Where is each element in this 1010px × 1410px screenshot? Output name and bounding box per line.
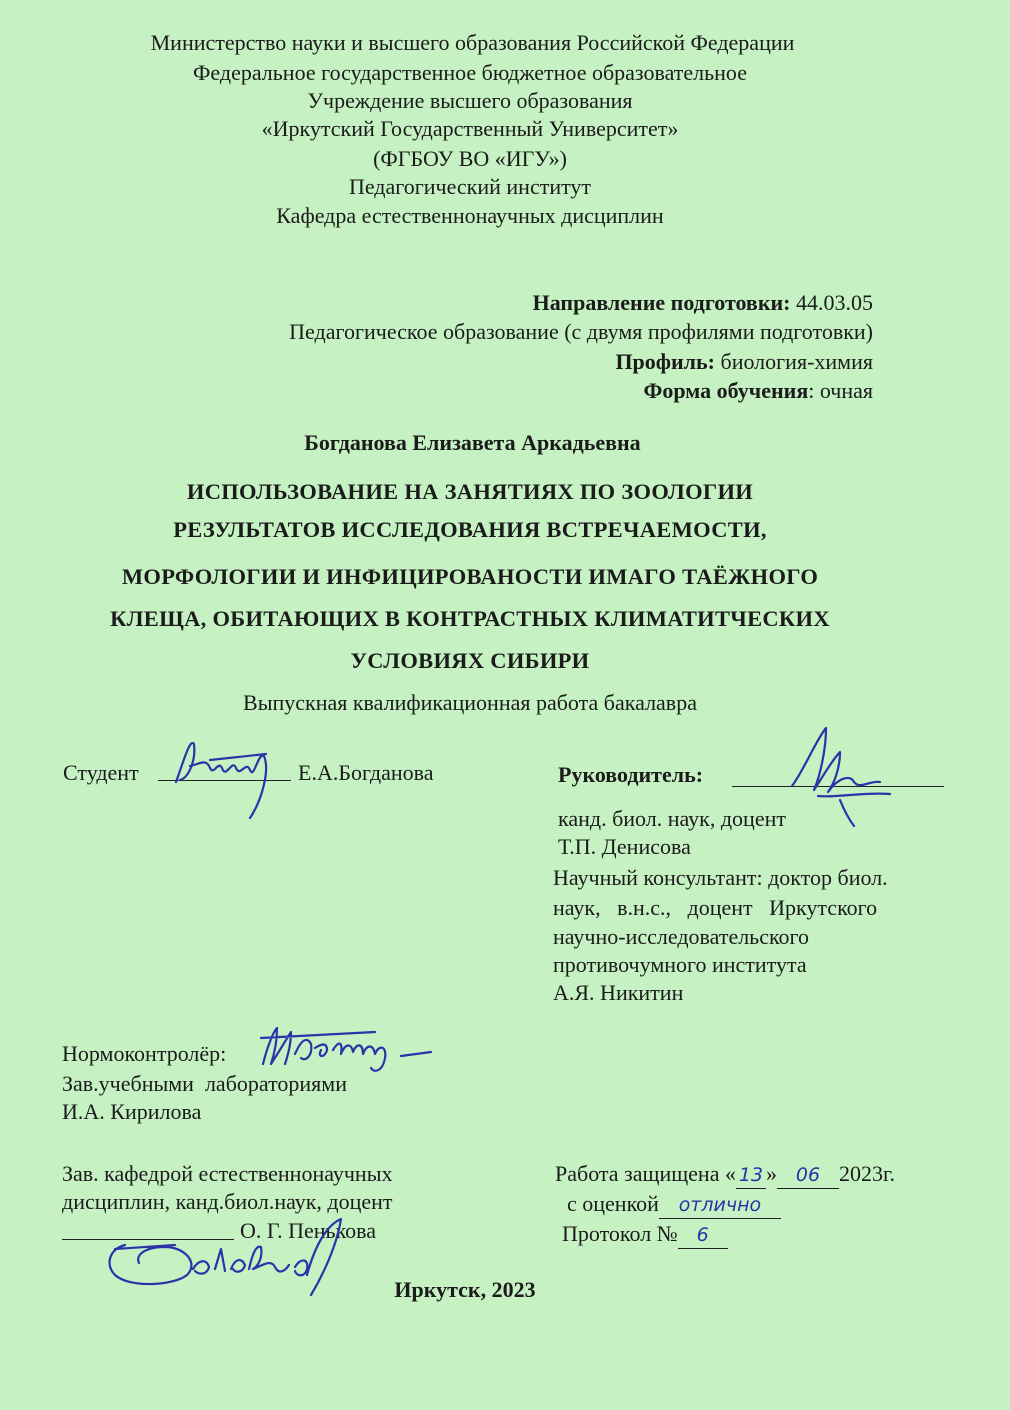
protocol-label: Протокол №	[562, 1221, 678, 1246]
title-line-5: УСЛОВИЯХ СИБИРИ	[350, 648, 590, 673]
supervisor-line-3: Научный консультант: доктор биол.	[553, 865, 888, 890]
direction-label: Направление подготовки:	[532, 290, 791, 315]
footer-city-year: Иркутск, 2023	[394, 1277, 536, 1302]
title-line-2: РЕЗУЛЬТАТОВ ИССЛЕДОВАНИЯ ВСТРЕЧАЕМОСТИ,	[173, 517, 767, 542]
form-label: Форма обучения	[643, 378, 809, 403]
grade-value: отлично	[678, 1194, 762, 1216]
header-line-4: «Иркутский Государственный Университет»	[261, 116, 679, 141]
direction-value: 44.03.05	[790, 290, 873, 315]
normcontrol-signature	[255, 1018, 455, 1078]
author-name: Богданова Елизавета Аркадьевна	[304, 430, 641, 455]
supervisor-line-4: наук, в.н.с., доцент Иркутского	[553, 895, 878, 920]
protocol-value: 6	[696, 1224, 709, 1246]
supervisor-line-6: противочумного института	[553, 952, 807, 977]
defense-day-field	[736, 1161, 766, 1189]
grade-label: с оценкой	[567, 1191, 659, 1216]
header-line-5: (ФГБОУ ВО «ИГУ»)	[373, 146, 567, 171]
form-line	[644, 378, 874, 404]
title-line-3: МОРФОЛОГИИ И ИНФИЦИРОВАНОСТИ ИМАГО ТАЁЖНОГО	[121, 564, 819, 589]
defense-year: 2023г.	[838, 1161, 896, 1186]
protocol-field	[678, 1221, 728, 1249]
defense-mid: »	[765, 1161, 777, 1186]
title-line-4: КЛЕЩА, ОБИТАЮЩИХ В КОНТРАСТНЫХ КЛИМАТИТЧЕСКИХ	[110, 606, 830, 631]
profile-value: биология-химия	[715, 349, 873, 374]
direction-line	[533, 290, 873, 316]
work-type: Выпускная квалификационная работа бакалавра	[243, 690, 697, 715]
grade-field	[659, 1191, 781, 1219]
defense-line	[555, 1161, 895, 1189]
supervisor-line-7: А.Я. Никитин	[553, 980, 684, 1005]
form-value: : очная	[808, 378, 873, 403]
header-line-6: Педагогический институт	[348, 174, 592, 199]
header-line-7: Кафедра естественнонаучных дисциплин	[276, 203, 664, 228]
defense-month-field	[777, 1161, 839, 1189]
student-signature	[170, 730, 300, 825]
defense-prefix: Работа защищена «	[555, 1161, 736, 1186]
head-name: О. Г. Пенькова	[240, 1218, 377, 1243]
normcontrol-line-1: Зав.учебными лабораториями	[62, 1071, 347, 1096]
direction-name: Педагогическое образование (с двумя профилями подготовки)	[289, 319, 873, 344]
header-line-1: Министерство науки и высшего образования Российской Федерации	[150, 30, 795, 55]
normcontrol-line-2: И.А. Кирилова	[62, 1099, 202, 1124]
grade-line	[567, 1191, 781, 1219]
defense-month: 06	[795, 1164, 821, 1186]
profile-line	[615, 349, 873, 375]
normcontrol-label: Нормоконтролёр:	[62, 1041, 227, 1066]
supervisor-label: Руководитель:	[558, 762, 704, 787]
student-label: Студент	[63, 760, 139, 785]
defense-day: 13	[738, 1164, 764, 1186]
header-line-2: Федеральное государственное бюджетное образовательное	[193, 60, 747, 85]
profile-label: Профиль:	[615, 349, 715, 374]
supervisor-line-2: Т.П. Денисова	[558, 834, 691, 859]
supervisor-line-1: канд. биол. наук, доцент	[558, 806, 786, 831]
title-line-1: ИСПОЛЬЗОВАНИЕ НА ЗАНЯТИЯХ ПО ЗООЛОГИИ	[186, 479, 754, 504]
header-line-3: Учреждение высшего образования	[307, 88, 633, 113]
supervisor-line-5: научно-исследовательского	[553, 924, 810, 949]
student-name: Е.А.Богданова	[298, 760, 434, 785]
head-line-2: дисциплин, канд.биол.наук, доцент	[62, 1189, 393, 1214]
head-line-1: Зав. кафедрой естественнонаучных	[62, 1161, 393, 1186]
protocol-line	[562, 1221, 728, 1249]
supervisor-signature	[770, 720, 910, 830]
